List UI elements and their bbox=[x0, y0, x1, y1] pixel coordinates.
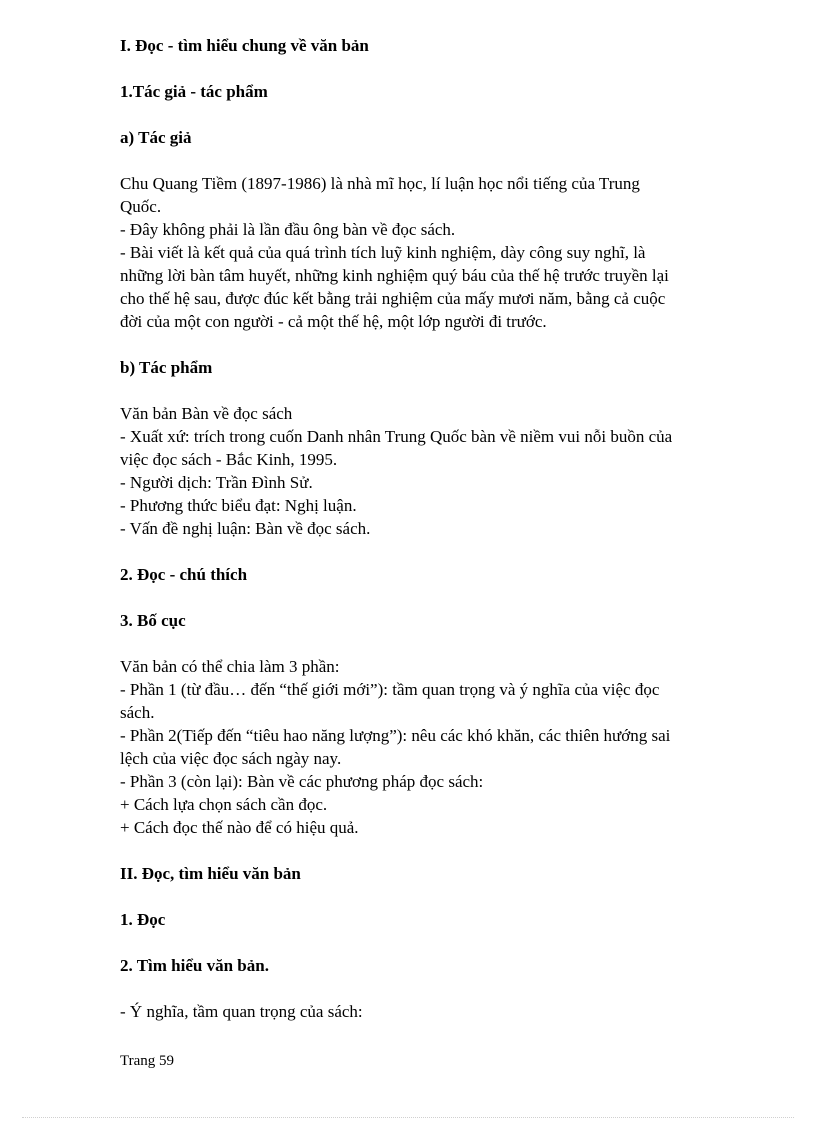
text-line: lệch của việc đọc sách ngày nay. bbox=[120, 749, 342, 768]
text-line: Quốc. bbox=[120, 197, 162, 216]
heading-author-work: 1.Tác giả - tác phẩm bbox=[120, 82, 268, 101]
text-line: - Xuất xứ: trích trong cuốn Danh nhân Trung Quốc bàn về niềm vui nỗi buồn của bbox=[120, 427, 673, 446]
text-line: Văn bản Bàn về đọc sách bbox=[120, 404, 293, 423]
heading-section-2: II. Đọc, tìm hiểu văn bản bbox=[120, 864, 301, 883]
document-page bbox=[120, 34, 740, 1023]
page-number: Trang 59 bbox=[120, 1053, 175, 1069]
text-line: - Đây không phải là lần đầu ông bàn về đọc sách. bbox=[120, 220, 456, 239]
text-line: + Cách lựa chọn sách cần đọc. bbox=[120, 795, 328, 814]
page-divider bbox=[22, 1117, 794, 1118]
author-paragraph bbox=[120, 172, 740, 333]
heading-read-notes: 2. Đọc - chú thích bbox=[120, 565, 248, 584]
text-line: - Người dịch: Trần Đình Sử. bbox=[120, 473, 313, 492]
text-line: việc đọc sách - Bắc Kinh, 1995. bbox=[120, 450, 338, 469]
work-paragraph bbox=[120, 402, 740, 540]
text-line: - Bài viết là kết quả của quá trình tích luỹ kinh nghiệm, dày công suy nghĩ, là bbox=[120, 243, 646, 262]
text-line: sách. bbox=[120, 703, 155, 722]
text-line: đời của một con người - cả một thế hệ, một lớp người đi trước. bbox=[120, 312, 547, 331]
heading-read: 1. Đọc bbox=[120, 910, 166, 929]
heading-explore-text: 2. Tìm hiểu văn bản. bbox=[120, 956, 269, 975]
heading-author: a) Tác giả bbox=[120, 128, 192, 147]
heading-layout: 3. Bố cục bbox=[120, 611, 186, 630]
text-line: những lời bàn tâm huyết, những kinh nghiệm quý báu của thế hệ trước truyền lại bbox=[120, 266, 669, 285]
text-line: Chu Quang Tiềm (1897-1986) là nhà mĩ học, lí luận học nổi tiếng của Trung bbox=[120, 174, 640, 193]
layout-paragraph bbox=[120, 655, 740, 839]
text-line: - Phương thức biểu đạt: Nghị luận. bbox=[120, 496, 357, 515]
heading-section-1: I. Đọc - tìm hiểu chung về văn bản bbox=[120, 36, 369, 55]
text-line: - Phần 1 (từ đầu… đến “thế giới mới”): tầm quan trọng và ý nghĩa của việc đọc bbox=[120, 680, 660, 699]
text-line: - Phần 3 (còn lại): Bàn về các phương pháp đọc sách: bbox=[120, 772, 484, 791]
text-line: - Ý nghĩa, tầm quan trọng của sách: bbox=[120, 1002, 363, 1021]
text-line: - Phần 2(Tiếp đến “tiêu hao năng lượng”): nêu các khó khăn, các thiên hướng sai bbox=[120, 726, 671, 745]
text-line: - Vấn đề nghị luận: Bàn về đọc sách. bbox=[120, 519, 371, 538]
text-line: cho thế hệ sau, được đúc kết bằng trải nghiệm của mấy mươi năm, bằng cả cuộc bbox=[120, 289, 666, 308]
text-line: + Cách đọc thế nào để có hiệu quả. bbox=[120, 818, 359, 837]
text-line: Văn bản có thể chia làm 3 phần: bbox=[120, 657, 340, 676]
heading-work: b) Tác phẩm bbox=[120, 358, 213, 377]
